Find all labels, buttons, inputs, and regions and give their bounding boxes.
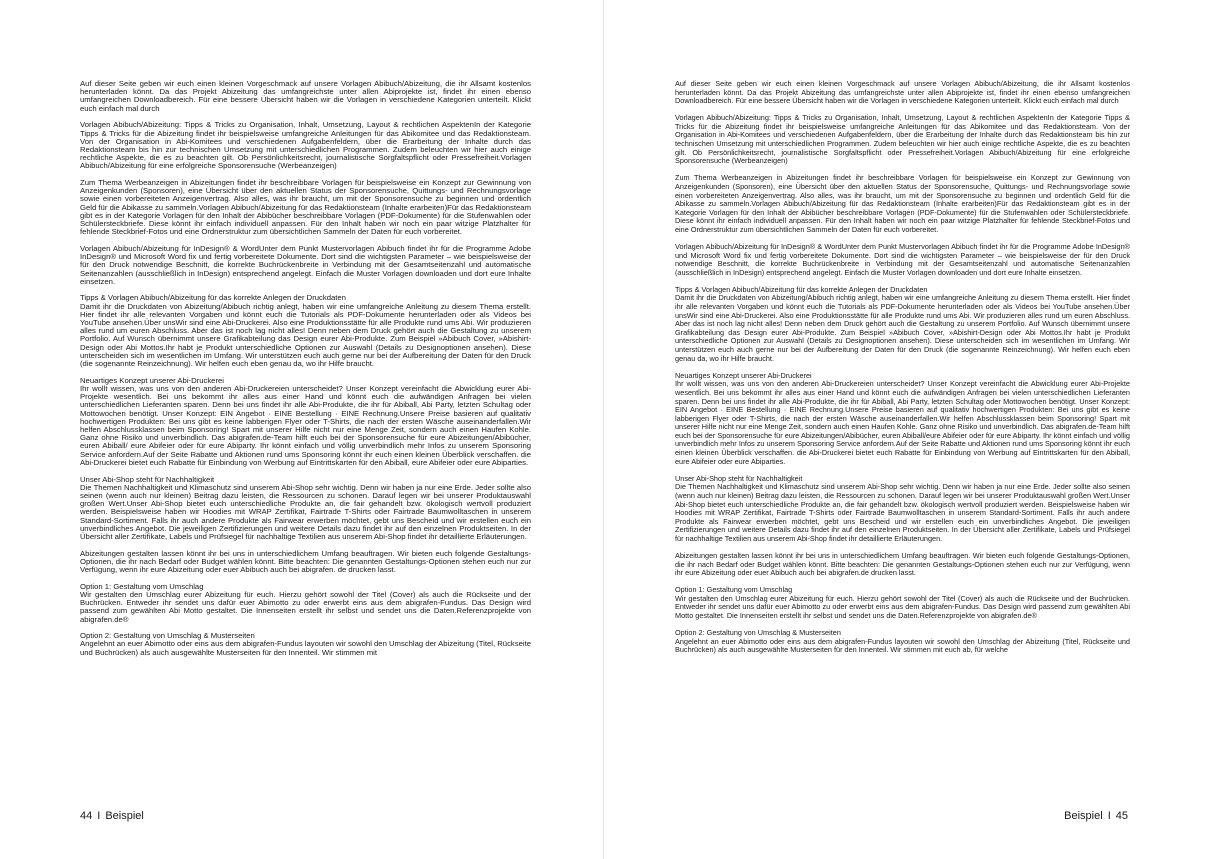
left-paragraph: Vorlagen Abibuch/Abizeitung für InDesign® & WordUnter dem Punkt Mustervorlagen Abibuch findet ihr für die Programme Adobe InDesign® und Microsoft Word fix und fertig vorbereitete Dokumente. Dort sind die wichtigsten Parameter – wie beispielsweise der für den Druck notwendige Beschnitt, die korrekte Buchrückenbreite in Verbindung mit der Gesamtseitenzahl und automatische Seitenanzahlen (ausschließlich in InDesign) entsprechend angelegt. Einfach die Muster Vorlagen downloaden und dort eure Inhalte einsetzen. (80, 243, 531, 286)
left-paragraph: Unser Abi-Shop steht für Nachhaltigkeit Die Themen Nachhaltigkeit und Klimaschutz sind unserem Abi-Shop sehr wichtig. Denn wir haben ja nur eine Erde. Jeder sollte also seinen (wenn auch nur kleinen) Beitrag dazu leisten, die Ressourcen zu schonen. Darauf legen wir bei unserer Produktauswahl großen Wert.Unser Abi-Shop bietet euch unterschiedliche Produkte an, die fair gehandelt bzw. ökologisch wertvoll produziert werden. Beispielsweise haben wir Hoodies mit WRAP Zertifikat, Fairtrade T-Shirts oder Fairtrade Baumwolltaschen in unserem Standard-Sortiment. Falls ihr auch andere Produkte als Fairwear erwerben möchtet, gebt uns Bescheid und wir erstellen euch ein unverbindliches Angebot. Die jeweiligen Zertifizierungen und weitere Details dazu findet ihr auf den einzelnen Produktseiten. In der Übersicht aller Zertifikate, Labels und Prüfsiegel für nachhaltige Textilien aus unserem Abi-Shop findet ihr detaillierte Erläuterungen. (80, 474, 531, 541)
page-number: 44 (80, 810, 93, 822)
page-number: 45 (1115, 810, 1128, 822)
right-paragraph: Vorlagen Abibuch/Abizeitung: Tipps & Tricks zu Organisation, Inhalt, Umsetzung, Layout & rechtlichen AspektenIn der Kategorie Tipps & Tricks für die Abizeitung findet ihr beispielsweise umfangreiche Anleitungen für das Abikomitee und das Redaktionsteam. Von der Organisation in Abi-Komitees und verschiedenen Aufgabenfeldern, über die Erarbeitung der Inhalte durch das Redaktionsteam bis hin zur technischen Umsetzung mit unterschiedlichen Programmen. Zudem beleuchten wir hier auch einige rechtliche Aspekte, die es zu beachten gilt. Ob Persönlichkeitsrecht, journalistische Sorgfaltspflicht oder Pressefreiheit.Vorlagen Abibuch/Abizeitung für eine erfolgreiche Sponsorensuche (Werbeanzeigen) (675, 113, 1130, 166)
left-paragraph: Vorlagen Abibuch/Abizeitung: Tipps & Tricks zu Organisation, Inhalt, Umsetzung, Layout & rechtlichen AspektenIn der Kategorie Tipps & Tricks für die Abizeitung findet ihr beispielsweise umfangreiche Anleitungen für das Abikomitee und das Redaktionsteam. Von der Organisation in Abi-Komitees und verschiedenen Aufgabenfeldern, über die Erarbeitung der Inhalte durch das Redaktionsteam bis hin zur technischen Umsetzung mit unterschiedlichen Programmen. Zudem beleuchten wir hier auch einige rechtliche Aspekte, die es zu beachten gilt. Ob Persönlichkeitsrecht, journalistische Sorgfaltspflicht oder Pressefreiheit.Vorlagen Abibuch/Abizeitung für eine erfolgreiche Sponsorensuche (Werbeanzeigen) (80, 120, 531, 171)
left-paragraph: Zum Thema Werbeanzeigen in Abizeitungen findet ihr beschreibbare Vorlagen für beispielsweise ein Konzept zur Gewinnung von Anzeigenkunden (Sponsoren), eine Übersicht über den aktuellen Status der Sponsorensuche, Quittungs- und Rechnungsvorlage sowie einen vorbereiteten Anzeigenvertrag. Also alles, was ihr braucht, um mit der Sponsorensuche zu beginnen und ordentlich Geld für die Abikasse zu sammeln.Vorlagen Abibuch/Abizeitung für das Redaktionsteam (Inhalte erarbeiten)Für das Redaktionsteam gibt es in der Kategorie Vorlagen für den Inhalt der Abibücher beschreibbare Vorlagen (PDF-Dokumente) für die Stufenwahlen oder Schülersteckbriefe. Diese könnt ihr einfach individuell anpassen. Für den Inhalt haben wir noch ein paar witzige Platzhalter für fehlende Steckbrief-Fotos und eine Ordnerstruktur zum übersichtlichen Sammeln der Daten für euch vorbereitet. (80, 178, 531, 237)
left-paragraph: Option 1: Gestaltung vom Umschlag Wir gestalten den Umschlag eurer Abizeitung für euch. Hierzu gehört sowohl der Titel (Cover) als auch die Rückseite und der Buchrücken. Entweder ihr sendet uns dafür euer Abimotto zu oder erwerbt eins aus dem abigrafen-Fundus. Das Design wird passend zum gewählten Abi Motto gestaltet. Die Innenseiten erstellt ihr selbst und sendet uns die Daten.Referenzprojekte von abigrafen.de® (80, 581, 531, 624)
folio-label: Beispiel (1064, 810, 1103, 822)
left-paragraph: Option 2: Gestaltung von Umschlag & Musterseiten Angelehnt an euer Abimotto oder eins aus dem abigrafen-Fundus layouten wir sowohl den Umschlag der Abizeitung (Titel, Rückseite und Buchrücken) als auch ausgewählte Musterseiten für den Innenteil. Wir stimmen mit (80, 631, 531, 657)
folio-separator: I (97, 810, 101, 822)
right-paragraph: Zum Thema Werbeanzeigen in Abizeitungen findet ihr beschreibbare Vorlagen für beispielsweise ein Konzept zur Gewinnung von Anzeigenkunden (Sponsoren), eine Übersicht über den aktuellen Status der Sponsorensuche, Quittungs- und Rechnungsvorlage sowie einen vorbereiteten Anzeigenvertrag. Also alles, was ihr braucht, um mit der Sponsorensuche zu beginnen und ordentlich Geld für die Abikasse zu sammeln.Vorlagen Abibuch/Abizeitung für das Redaktionsteam (Inhalte erarbeiten)Für das Redaktionsteam gibt es in der Kategorie Vorlagen für den Inhalt der Abibücher beschreibbare Vorlagen (PDF-Dokumente) für die Stufenwahlen oder Schülersteckbriefe. Diese könnt ihr einfach individuell anpassen. Für den Inhalt haben wir noch ein paar witzige Platzhalter für fehlende Steckbrief-Fotos und eine Ordnerstruktur zum übersichtlichen Sammeln der Daten für euch vorbereitet. (675, 173, 1130, 234)
right-page (604, 0, 1208, 859)
right-paragraph: Tipps & Vorlagen Abibuch/Abizeitung für das korrekte Anlegen der Druckdaten Damit ihr die Druckdaten von Abizeitung/Abibuch richtig anlegt, haben wir eine umfangreiche Anleitung zu diesem Thema erstellt. Hier findet ihr alle relevanten Vorgaben und könnt euch die Tutorials als PDF-Dokumente herunterladen oder als Videos bei YouTube ansehen.Über unsWir sind eine Abi-Druckerei. Also eine Produktionsstätte für alle Produkte rund ums Abi. Wir produzieren alles rund um euren Abschluss. Aber das ist noch lag nicht alles! Denn neben dem Druck gehört auch die Gestaltung zu unserem Portfolio. Auf Wunsch übernimmt unsere Grafikabteilung das Design eurer Abi-Produkte. Zum Beispiel »Abibuch Cover, »Abishirt-Design oder Abi Mottos.Ihr habt je Produkt unterschiedliche Optionen zur Auswahl (Details zu Designoptionen ansehen). Diese unterscheiden sich im wesentlichen im Umfang. Wir unterstützen euch auch gerne nur bei der Aufbereitung der Daten für den Druck (die sogenannte Reinzeichnung). Wir helfen euch eben genau da, wo ihr Hilfe braucht. (675, 284, 1130, 363)
right-paragraph: Vorlagen Abibuch/Abizeitung für InDesign® & WordUnter dem Punkt Mustervorlagen Abibuch findet ihr für die Programme Adobe InDesign® und Microsoft Word fix und fertig vorbereitete Dokumente. Dort sind die wichtigsten Parameter – wie beispielsweise der für den Druck notwendige Beschnitt, die korrekte Buchrückenbreite in Verbindung mit der Gesamtseitenzahl und automatische Seitenanzahlen (ausschließlich in InDesign) entsprechend angelegt. Einfach die Muster Vorlagen downloaden und dort eure Inhalte einsetzen. (675, 242, 1130, 277)
folio-label: Beispiel (105, 810, 144, 822)
left-body-text (80, 80, 531, 665)
left-page-folio (80, 810, 144, 823)
right-paragraph: Option 2: Gestaltung von Umschlag & Musterseiten Angelehnt an euer Abimotto oder eins aus dem abigrafen-Fundus layouten wir sowohl den Umschlag der Abizeitung (Titel, Rückseite und Buchrücken) als auch ausgewählte Musterseiten für den Innenteil. Wir stimmen mit euch ab, für welche (675, 628, 1130, 655)
right-paragraph: Option 1: Gestaltung vom Umschlag Wir gestalten den Umschlag eurer Abizeitung für euch. Hierzu gehört sowohl der Titel (Cover) als auch die Rückseite und der Buchrücken. Entweder ihr sendet uns dafür euer Abimotto zu oder erwerbt eins aus dem abigrafen-Fundus. Das Design wird passend zum gewählten Abi Motto gestaltet. Die Innenseiten erstellt ihr selbst und sendet uns die Daten.Referenzprojekte von abigrafen.de® (675, 585, 1130, 621)
right-paragraph: Abizeitungen gestalten lassen könnt ihr bei uns in unterschiedlichem Umfang beauftragen. Wir bieten euch folgende Gestaltungs-Optionen, die ihr nach Bedarf oder Budget wählen könnt. Bitte beachten: Die genannten Gestaltungs-Optionen stehen euch nur zur Verfügung, wenn ihr eure Abizeitung oder euer Abibuch auch bei abigrafen.de drucken lasst. (675, 551, 1130, 578)
left-paragraph: Auf dieser Seite geben wir euch einen kleinen Vorgeschmack auf unsere Vorlagen Abibuch/Abizeitung, die ihr Allsamt kostenlos herunterladen könnt. Da das Projekt Abizeitung das umfangreichste unter allen Abiprojekte ist, findet ihr einen ebenso umfangreichen Downloadbereich. Für eine bessere Übersicht haben wir die Vorlagen in verschiedene Kategorien unterteilt. Klickt euch einfach mal durch (80, 79, 531, 113)
folio-separator: I (1107, 810, 1111, 822)
left-paragraph: Abizeitungen gestalten lassen könnt ihr bei uns in unterschiedlichem Umfang beauftragen. Wir bieten euch folgende Gestaltungs-Optionen, die ihr nach Bedarf oder Budget wählen könnt. Bitte beachten: Die genannten Gestaltungs-Optionen stehen euch nur zur Verfügung, wenn ihr eure Abizeitung oder euer Abibuch auch bei abigrafen. de drucken lasst. (80, 548, 531, 575)
right-paragraph: Neuartiges Konzept unserer Abi-Druckerei Ihr wollt wissen, was uns von den anderen Abi-Druckereien unterscheidet? Unser Konzept vereinfacht die Abwicklung eurer Abi-Projekte wesentlich. Bei uns bekommt ihr alles aus einer Hand und könnt euch die aufwändigen Anfragen bei vielen unterschiedlichen Lieferanten sparen. Denn bei uns findet ihr alle Abi-Produkte, die ihr für Abiball, Abi Party, letzten Schultag oder Mottowochen benötigt. Unser Konzept: EIN Angebot · EINE Bestellung · EINE Rechnung.Unsere Preise basieren auf qualitativ hochwertigen Produkten: Bei uns gibt es keine labberigen Flyer oder T-Shirts, die nach der ersten Wäsche auseinanderfallen.Wir helfen Abschlussklassen beim Sponsoring! Spart mit unserer Hilfe nicht nur eine Menge Zeit, sondern auch einen Haufen Kohle. Ganz ohne Risiko und unverbindlich. Das abigrafen.de-Team hilft euch bei der Sponsorensuche für eure Abizeitungen/Abibücher, euren Abiball/eure Abifeier oder für eure Abiparty. Ihr könnt einfach und völlig unverbindlich mehr Infos zu unserem Sponsoring Service anfordern.Auf der Seite Rabatte und Aktionen rund ums Sponsoring könnt ihr euch einen kleinen Überblick verschaffen. die Abi-Druckerei bietet euch Rabatte für Einbindung von Werbung auf Eintrittskarten für den Abiball, eure Abifeier oder eure Abiparties. (675, 370, 1130, 466)
right-body-text (675, 80, 1130, 663)
right-page-folio (1064, 810, 1128, 823)
left-paragraph: Neuartiges Konzept unserer Abi-Druckerei Ihr wollt wissen, was uns von den anderen Abi-Druckereien unterscheidet? Unser Konzept vereinfacht die Abwicklung eurer Abi-Projekte wesentlich. Bei uns bekommt ihr alles aus einer Hand und könnt euch die aufwändigen Anfragen bei vielen unterschiedlichen Lieferanten sparen. Denn bei uns findet ihr alle Abi-Produkte, die ihr für Abiball, Abi Party, letzten Schultag oder Mottowochen benötigt. Unser Konzept: EIN Angebot · EINE Bestellung · EINE Rechnung.Unsere Preise basieren auf qualitativ hochwertigen Produkten: Bei uns gibt es keine labberigen Flyer oder T-Shirts, die nach der ersten Wäsche auseinanderfallen.Wir helfen Abschlussklassen beim Sponsoring! Spart mit unserer Hilfe nicht nur eine Menge Zeit, sondern auch einen Haufen Kohle. Ganz ohne Risiko und unverbindlich. Das abigrafen.de-Team hilft euch bei der Sponsorensuche für eure Abizeitungen/Abibücher, euren Abiball/ eure Abifeier oder für eure Abiparty. Ihr könnt einfach und völlig unverbindlich mehr Infos zu unserem Sponsoring Service anfordern.Auf der Seite Rabatte und Aktionen rund ums Sponsoring könnt ihr euch einen kleinen Überblick verschaffen. die Abi-Druckerei bietet euch Rabatte für Einbindung von Werbung auf Eintrittskarten für den Abiball, eure Abifeier oder eure Abiparties. (80, 375, 531, 467)
right-paragraph: Auf dieser Seite geben wir euch einen kleinen Vorgeschmack auf unsere Vorlagen Abibuch/Abizeitung, die ihr Allsamt kostenlos herunterladen könnt. Da das Projekt Abizeitung das umfangreichste unter allen Abiprojekte ist, findet ihr einen ebenso umfangreichen Downloadbereich. Für eine bessere Übersicht haben wir die Vorlagen in verschiedene Kategorien unterteilt. Klickt euch einfach mal durch (675, 79, 1130, 106)
right-paragraph: Unser Abi-Shop steht für Nachhaltigkeit Die Themen Nachhaltigkeit und Klimaschutz sind unserem Abi-Shop sehr wichtig. Denn wir haben ja nur eine Erde. Jeder sollte also seinen (wenn auch nur kleinen) Beitrag dazu leisten, die Ressourcen zu schonen. Darauf legen wir bei unserer Produktauswahl großen Wert.Unser Abi-Shop bietet euch unterschiedliche Produkte an, die fair gehandelt bzw. ökologisch wertvoll produziert werden. Beispielsweise haben wir Hoodies mit WRAP Zertifikat, Fairtrade T-Shirts oder Fairtrade Baumwolltaschen in unserem Standard-Sortiment. Falls ihr auch andere Produkte als Fairwear erwerben möchtet, gebt uns Bescheid und wir erstellen euch ein unverbindliches Angebot. Die jeweiligen Zertifizierungen und weitere Details dazu findet ihr auf den einzelnen Produktseiten. In der Übersicht aller Zertifikate, Labels und Prüfsiegel für nachhaltige Textilien aus unserem Abi-Shop findet ihr detaillierte Erläuterungen. (675, 473, 1130, 543)
left-paragraph: Tipps & Vorlagen Abibuch/Abizeitung für das korrekte Anlegen der Druckdaten Damit ihr die Druckdaten von Abizeitung/Abibuch richtig anlegt, haben wir eine umfangreiche Anleitung zu diesem Thema erstellt. Hier findet ihr alle relevanten Vorgaben und könnt euch die Tutorials als PDF-Dokumente herunterladen oder als Videos bei YouTube ansehen.Über unsWir sind eine Abi-Druckerei. Also eine Produktionsstätte für alle Produkte rund ums Abi. Wir produzieren alles rund um euren Abschluss. Aber das ist noch lag nicht alles! Denn neben dem Druck gehört auch die Gestaltung zu unserem Portfolio. Auf Wunsch übernimmt unsere Grafikabteilung das Design eurer Abi-Produkte. Zum Beispiel »Abibuch Cover, »Abishirt-Design oder Abi Mottos.Ihr habt je Produkt unterschiedliche Optionen zur Auswahl (Details zu Designoptionen ansehen). Diese unterscheiden sich im wesentlichen im Umfang. Wir unterstützen euch auch gerne nur bei der Aufbereitung der Daten für den Druck (die sogenannte Reinzeichnung). Wir helfen euch eben genau da, wo ihr Hilfe braucht. (80, 293, 531, 369)
